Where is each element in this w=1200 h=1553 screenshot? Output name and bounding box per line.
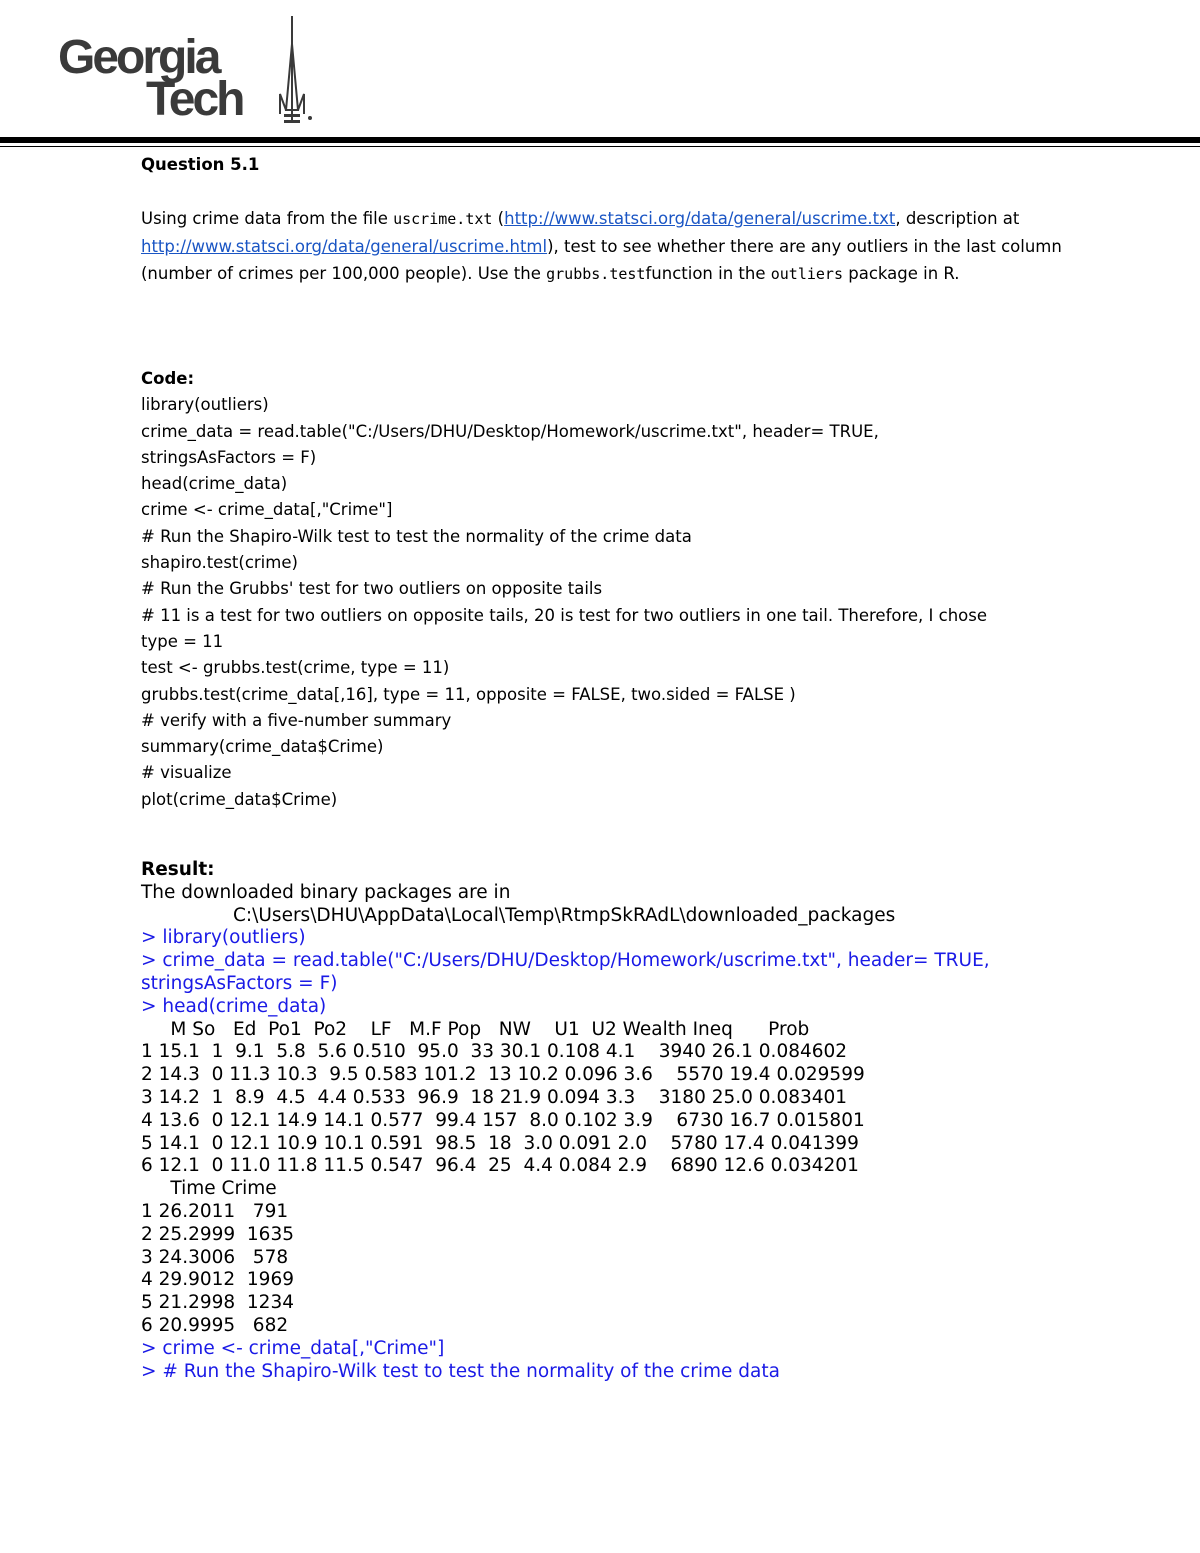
question-title: Question 5.1 bbox=[141, 155, 260, 174]
uscrime-html-link[interactable]: http://www.statsci.org/data/general/uscrime.html bbox=[141, 237, 548, 256]
table-header-row: M So Ed Po1 Po2 LF M.F Pop NW U1 U2 Wealth Ineq Prob bbox=[141, 1018, 810, 1040]
table-row: 2 14.3 0 11.3 10.3 9.5 0.583 101.2 13 10.2 0.096 3.6 5570 19.4 0.029599 bbox=[141, 1064, 865, 1086]
table-row: 4 13.6 0 12.1 14.9 14.1 0.577 99.4 157 8.0 0.102 3.9 6730 16.7 0.015801 bbox=[141, 1109, 865, 1131]
code-line: library(outliers) bbox=[141, 395, 269, 415]
code-line: crime <- crime_data[,"Crime"] bbox=[141, 500, 393, 520]
result-heading: Result: bbox=[141, 859, 215, 880]
console-command-line: > crime_data = read.table("C:/Users/DHU/Desktop/Homework/uscrime.txt", header= TRUE, bbox=[141, 950, 990, 972]
table-row: 6 20.9995 682 bbox=[141, 1314, 289, 1336]
console-command-line: > # Run the Shapiro-Wilk test to test the normality of the crime data bbox=[141, 1360, 780, 1382]
code-comment-line: # visualize bbox=[141, 763, 232, 783]
logo-line-tech: Tech bbox=[146, 73, 243, 126]
function-name-code: grubbs.test bbox=[546, 265, 646, 283]
console-command-line: > head(crime_data) bbox=[141, 995, 327, 1017]
code-line: stringsAsFactors = F) bbox=[141, 447, 317, 467]
table-row: 1 26.2011 791 bbox=[141, 1200, 289, 1222]
question-text-5: function in the bbox=[645, 264, 771, 283]
header-rule-thin bbox=[0, 146, 1200, 147]
question-body bbox=[141, 205, 1101, 288]
question-text-2: ( bbox=[492, 209, 505, 228]
table-row: 3 14.2 1 8.9 4.5 4.4 0.533 96.9 18 21.9 0.094 3.3 3180 25.0 0.083401 bbox=[141, 1086, 848, 1108]
file-name-code: uscrime.txt bbox=[393, 210, 493, 228]
question-text-4: ), test to see whether there are any outliers in the last column (number of crimes per 100,000 people). Use the bbox=[141, 237, 1062, 283]
table-row: 2 25.2999 1635 bbox=[141, 1223, 294, 1245]
table-row: 1 15.1 1 9.1 5.8 5.6 0.510 95.0 33 30.1 0.108 4.1 3940 26.1 0.084602 bbox=[141, 1041, 848, 1063]
tech-tower-icon bbox=[278, 14, 328, 130]
table-header-row: Time Crime bbox=[141, 1178, 277, 1200]
table-row: 3 24.3006 578 bbox=[141, 1246, 289, 1268]
console-output-path: C:\Users\DHU\AppData\Local\Temp\RtmpSkRAdL\downloaded_packages bbox=[233, 904, 896, 926]
code-line: shapiro.test(crime) bbox=[141, 553, 298, 573]
question-section bbox=[141, 153, 1101, 288]
question-text-1: Using crime data from the file bbox=[141, 209, 394, 228]
uscrime-txt-link[interactable]: http://www.statsci.org/data/general/uscrime.txt bbox=[504, 209, 896, 228]
logo-line-georgia: Georgia bbox=[58, 31, 219, 84]
code-comment-line: # Run the Shapiro-Wilk test to test the normality of the crime data bbox=[141, 526, 692, 546]
code-comment-line: # Run the Grubbs' test for two outliers on opposite tails bbox=[141, 579, 603, 599]
code-line: crime_data = read.table("C:/Users/DHU/Desktop/Homework/uscrime.txt", header= TRUE, bbox=[141, 421, 879, 441]
result-section bbox=[141, 859, 1101, 1383]
code-comment-line: # 11 is a test for two outliers on opposite tails, 20 is test for two outliers in one tail. Therefore, I chose bbox=[141, 605, 988, 625]
header-rule bbox=[0, 137, 1200, 143]
table-row: 5 14.1 0 12.1 10.9 10.1 0.591 98.5 18 3.0 0.091 2.0 5780 17.4 0.041399 bbox=[141, 1132, 859, 1154]
table-row: 6 12.1 0 11.0 11.8 11.5 0.547 96.4 25 4.4 0.084 2.9 6890 12.6 0.034201 bbox=[141, 1155, 859, 1177]
table-row: 5 21.2998 1234 bbox=[141, 1292, 294, 1314]
georgia-tech-logo bbox=[58, 14, 328, 130]
console-command-line: stringsAsFactors = F) bbox=[141, 972, 338, 994]
console-command-line: > library(outliers) bbox=[141, 927, 306, 949]
code-line: head(crime_data) bbox=[141, 474, 288, 494]
code-line: plot(crime_data$Crime) bbox=[141, 789, 338, 809]
package-name-code: outliers bbox=[770, 265, 843, 283]
code-line: type = 11 bbox=[141, 631, 224, 651]
console-output-line: The downloaded binary packages are in bbox=[141, 881, 511, 903]
code-comment-line: # verify with a five-number summary bbox=[141, 710, 452, 730]
code-line: grubbs.test(crime_data[,16], type = 11, opposite = FALSE, two.sided = FALSE ) bbox=[141, 684, 796, 704]
code-section bbox=[141, 366, 1101, 813]
table-row: 4 29.9012 1969 bbox=[141, 1269, 294, 1291]
code-line: summary(crime_data$Crime) bbox=[141, 737, 384, 757]
console-command-line: > crime <- crime_data[,"Crime"] bbox=[141, 1337, 445, 1359]
question-text-6: package in R. bbox=[842, 264, 960, 283]
code-heading: Code: bbox=[141, 369, 195, 388]
code-line: test <- grubbs.test(crime, type = 11) bbox=[141, 658, 450, 678]
question-text-3: , description at bbox=[895, 209, 1020, 228]
